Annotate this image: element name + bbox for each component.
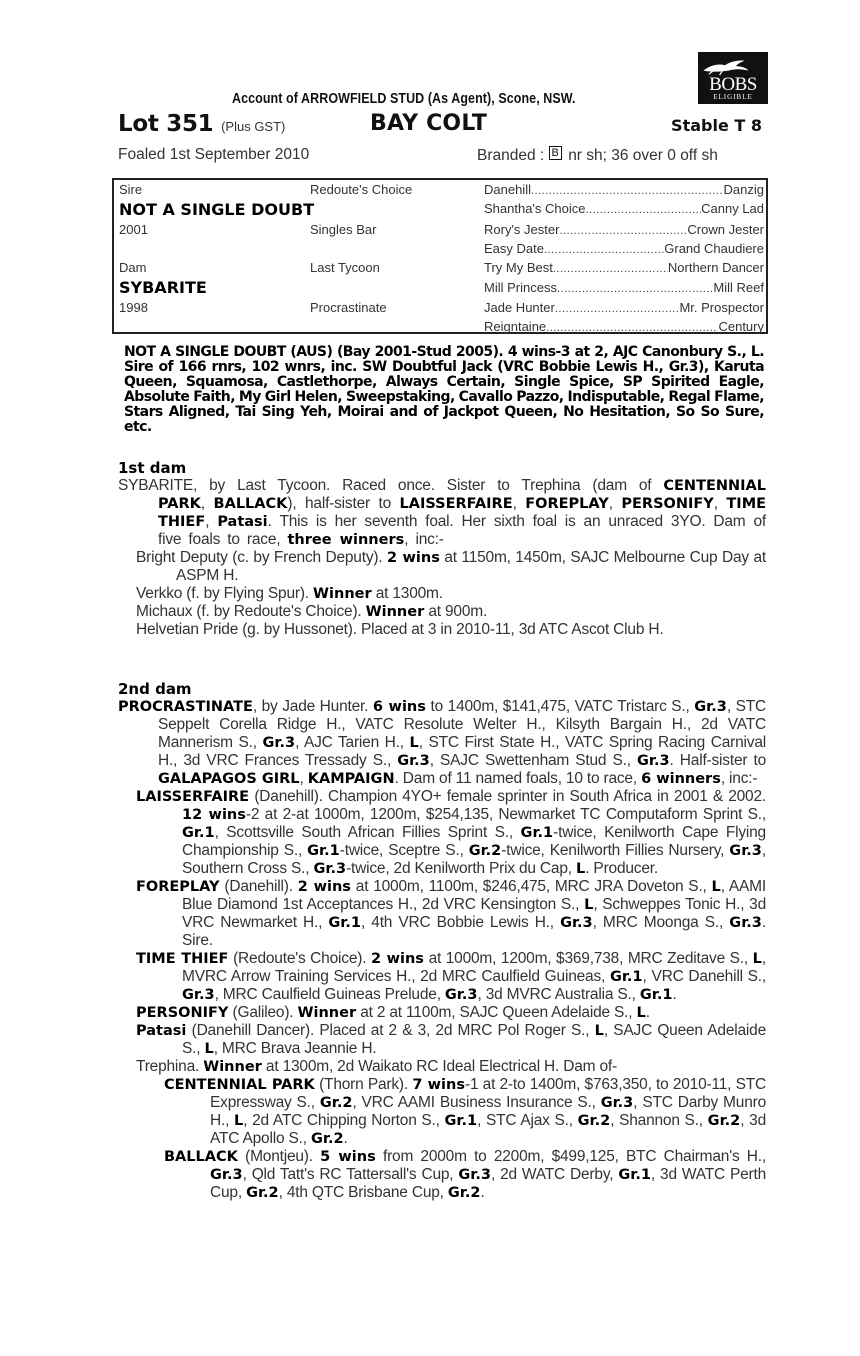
vendor-account: Account of ARROWFIELD STUD (As Agent), Scone, NSW. xyxy=(232,91,576,107)
progeny-entry: FOREPLAY (Danehill). 2 wins at 1000m, 1100m, $246,475, MRC JRA Doveton S., L, AAMI Blue Diamond 1st Acceptances H., 2d VRC Kensington S., L, Schweppes Tonic H., 3d VRC Newmarket H., Gr.1, 4th VRC Bobbie Lewis H., Gr.3, MRC Moonga S., Gr.3. Sire. xyxy=(136,878,766,949)
progeny-entry: Patasi (Danehill Dancer). Placed at 2 & 3, 2d MRC Pol Roger S., L, SAJC Queen Adelaide S., L, MRC Brava Jeannie H. xyxy=(136,1022,766,1057)
dam-name: SYBARITE xyxy=(119,278,207,297)
gen3-row: Mill Princess ..... Mill Reef xyxy=(484,280,764,295)
second-dam-intro: PROCRASTINATE, by Jade Hunter. 6 wins to 1400m, $141,475, VATC Tristarc S., Gr.3, STC Seppelt Corella Ridge H., VATC Resolute Welter H., Kilsyth Bargain H., 2d VATC Mannerism S., Gr.3, AJC Tarien H., L, STC First State H., VATC Spring Racing Carnival H., 3d VRC Frances Tressady S., Gr.3, SAJC Swettenham Stud S., Gr.3. Half-sister to GALAPAGOS GIRL, KAMPAIGN. Dam of 11 named foals, 10 to race, 6 winners, inc:- xyxy=(118,698,766,787)
stable-location: Stable T 8 xyxy=(671,116,762,135)
sire-sire: Redoute's Choice xyxy=(310,182,413,197)
lot-label: Lot 351 xyxy=(118,111,214,137)
gen3-row: Rory's Jester ..... Crown Jester xyxy=(484,222,764,237)
progeny-entry: PERSONIFY (Galileo). Winner at 2 at 1100m, SAJC Queen Adelaide S., L. xyxy=(136,1004,650,1021)
gen3-row: Reigntaine ..... Century xyxy=(484,319,764,334)
progeny-entry: Trephina. Winner at 1300m, 2d Waikato RC Ideal Electrical H. Dam of- xyxy=(136,1058,617,1075)
bobs-eligible-logo xyxy=(698,52,768,104)
dam-sire: Last Tycoon xyxy=(310,260,380,275)
gen3-row: Jade Hunter ..... Mr. Prospector xyxy=(484,300,764,315)
gen3-row: Easy Date ..... Grand Chaudiere xyxy=(484,241,764,256)
gen3-row: Try My Best ..... Northern Dancer xyxy=(484,260,764,275)
horse-description: BAY COLT xyxy=(370,111,488,136)
sire-dam: Singles Bar xyxy=(310,222,377,237)
dam-label: Dam xyxy=(119,260,147,275)
lot-header xyxy=(118,111,770,139)
progeny-entry: TIME THIEF (Redoute's Choice). 2 wins at 1000m, 1200m, $369,738, MRC Zeditave S., L, MVRC Arrow Training Services H., 2d MRC Caulfield Guineas, Gr.1, VRC Danehill S., Gr.3, MRC Caulfield Guineas Prelude, Gr.3, 3d MVRC Australia S., Gr.1. xyxy=(136,950,766,1003)
sire-summary: NOT A SINGLE DOUBT (AUS) (Bay 2001-Stud 2005). 4 wins-3 at 2, AJC Canonbury S., L. Sire of 166 rnrs, 102 wnrs, inc. SW Doubtful Jack (VRC Bobbie Lewis H., Gr.3), Karuta Queen, Squamosa, Castlethorpe, Always Certain, Single Spice, SP Spirited Eagle, Absolute Faith, My Girl Helen, Sweepstaking, Cavallo Pazzo, Indisputable, Regal Flame, Stars Aligned, Tai Sing Yeh, Moirai and of Jackpot Queen, No Hesitation, So So Sure, etc. xyxy=(124,344,764,435)
branded-label: Branded : xyxy=(477,147,545,164)
first-dam-intro: SYBARITE, by Last Tycoon. Raced once. Sister to Trephina (dam of CENTENNIAL PARK, BALLACK), half-sister to LAISSERFAIRE, FOREPLAY, PERSONIFY, TIME THIEF, Patasi. This is her seventh foal. Her sixth foal is an unraced 3YO. Dam of five foals to race, three winners, inc:- xyxy=(118,477,767,548)
progeny-entry: LAISSERFAIRE (Danehill). Champion 4YO+ female sprinter in South Africa in 2001 & 2002. 12 wins-2 at 2-at 1000m, 1200m, $254,135, Newmarket TC Computaform Sprint S., Gr.1, Scottsville South African Fillies Sprint S., Gr.1-twice, Kenilworth Cape Flying Championship S., Gr.1-twice, Sceptre S., Gr.2-twice, Kenilworth Fillies Nursery, Gr.3, Southern Cross S., Gr.3-twice, 2d Kenilworth Prix du Cap, L. Producer. xyxy=(136,788,767,877)
pedigree-table xyxy=(112,178,768,334)
second-dam-section xyxy=(118,680,766,1202)
sire-name: NOT A SINGLE DOUBT xyxy=(119,200,315,219)
gen3-row: Shantha's Choice ..... Canny Lad xyxy=(484,201,764,216)
first-dam-section xyxy=(118,459,766,639)
first-dam-heading: 1st dam xyxy=(118,459,187,477)
foaled-date: Foaled 1st September 2010 xyxy=(118,146,310,163)
lot-note: (Plus GST) xyxy=(221,119,286,134)
logo-text-eligible: ELIGIBLE xyxy=(713,93,753,101)
progeny-entry: Michaux (f. by Redoute's Choice). Winner at 900m. xyxy=(136,603,488,620)
brand-mark: B xyxy=(549,146,562,160)
progeny-entry: Verkko (f. by Flying Spur). Winner at 1300m. xyxy=(136,585,443,602)
branded-detail: nr sh; 36 over 0 off sh xyxy=(568,147,718,164)
gen3-row: Danehill ..... Danzig xyxy=(484,182,764,197)
dam-year: 1998 xyxy=(119,300,148,315)
sire-year: 2001 xyxy=(119,222,148,237)
progeny-entry: BALLACK (Montjeu). 5 wins from 2000m to 2200m, $499,125, BTC Chairman's H., Gr.3, Qld Tatt's RC Tattersall's Cup, Gr.3, 2d WATC Derby, Gr.1, 3d WATC Perth Cup, Gr.2, 4th QTC Brisbane Cup, Gr.2. xyxy=(164,1148,767,1201)
sire-label: Sire xyxy=(119,182,143,197)
progeny-entry: Bright Deputy (c. by French Deputy). 2 wins at 1150m, 1450m, SAJC Melbourne Cup Day at ASPM H. xyxy=(136,549,766,584)
second-dam-progeny-list xyxy=(118,788,766,1202)
lot-number xyxy=(118,111,285,137)
logo-text-bobs: BOBS xyxy=(709,74,757,95)
progeny-entry: Helvetian Pride (g. by Hussonet). Placed at 3 in 2010-11, 3d ATC Ascot Club H. xyxy=(136,621,664,638)
progeny-entry: CENTENNIAL PARK (Thorn Park). 7 wins-1 at 2-to 1400m, $763,350, to 2010-11, STC Expressway S., Gr.2, VRC AAMI Business Insurance S., Gr.3, STC Darby Munro H., L, 2d ATC Chipping Norton S., Gr.1, STC Ajax S., Gr.2, Shannon S., Gr.2, 3d ATC Apollo S., Gr.2. xyxy=(164,1076,766,1147)
dam-dam: Procrastinate xyxy=(310,300,387,315)
second-dam-heading: 2nd dam xyxy=(118,680,192,698)
brand-info xyxy=(477,146,718,165)
